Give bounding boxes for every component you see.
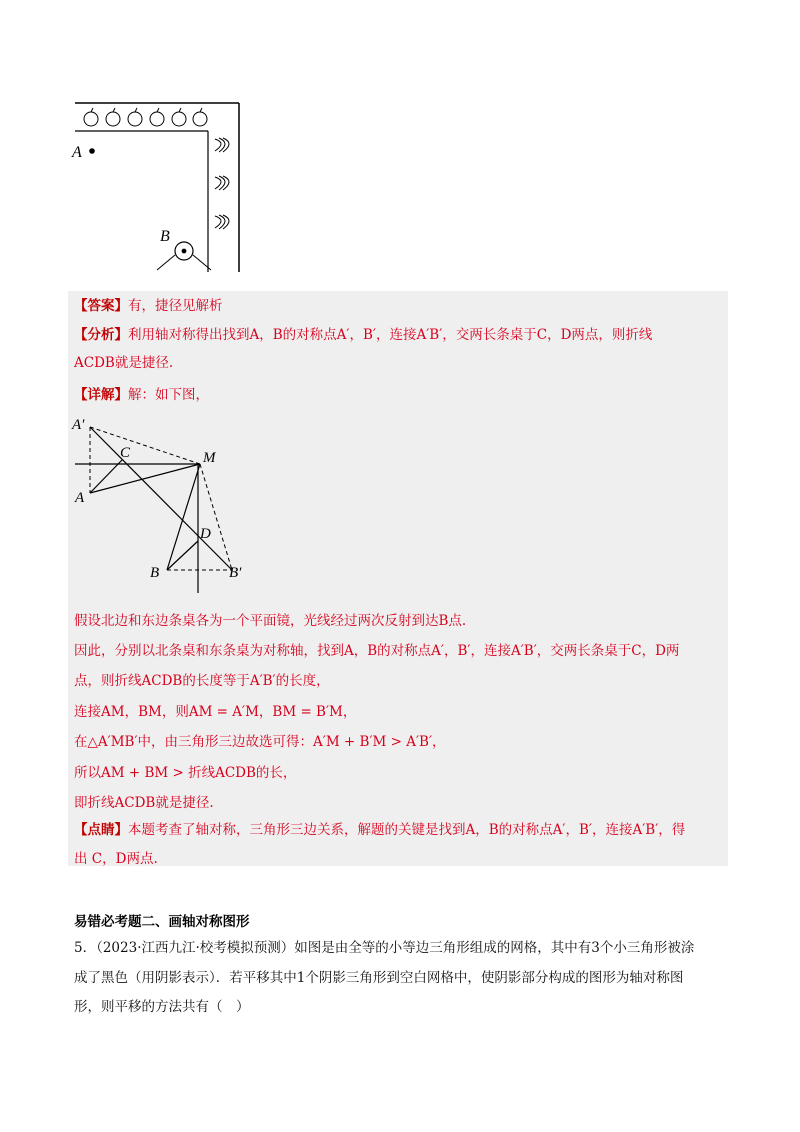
- banana-icon: [215, 138, 229, 229]
- label-a2: A: [75, 490, 85, 506]
- detail-para-1: 假设北边和东边条桌各为一个平面镜，光线经过两次反射到达B点.: [74, 613, 467, 629]
- question-line-1: 5．（2023·江西九江·校考模拟预测）如图是由全等的小等边三角形组成的网格，其中有3个小三角形被涂: [74, 940, 695, 956]
- label-b-prime: B′: [229, 565, 242, 581]
- detail-para-5: 在△A′MB′中，由三角形三边故选可得：A′M + B′M > A′B′，: [74, 734, 446, 750]
- label-b2: B: [150, 565, 160, 581]
- question-line-2: 成了黑色（用阴影表示）．若平移其中1个阴影三角形到空白网格中，使阴影部分构成的图形为轴对称图: [74, 970, 684, 986]
- detail-line: 【详解】解：如下图，: [74, 387, 209, 403]
- detail-para-4: 连接AM，BM，则AM = A′M，BM = B′M，: [74, 704, 357, 720]
- analysis-line-2: ACDB就是捷径.: [74, 355, 174, 371]
- label-d: D: [200, 526, 211, 542]
- label-a: A: [72, 144, 82, 161]
- label-c: C: [120, 445, 131, 461]
- label-a-prime: A′: [72, 417, 85, 433]
- analysis-line: 【分析】利用轴对称得出找到A，B的对称点A′，B′，连接A′B′，交两长条桌于C，D两点，则折线: [74, 327, 653, 343]
- comment-line: 【点睛】本题考查了轴对称，三角形三边关系，解题的关键是找到A，B的对称点A′，B′，连接A′B′，得: [74, 822, 686, 838]
- room-figure: [72, 100, 242, 275]
- detail-para-7: 即折线ACDB就是捷径.: [74, 795, 214, 811]
- detail-para-3: 点，则折线ACDB的长度等于A′B′的长度，: [74, 673, 330, 689]
- answer-line: 【答案】有，捷径见解析: [74, 298, 223, 314]
- question-line-3: 形，则平移的方法共有（ ）: [74, 999, 250, 1015]
- label-m: M: [203, 450, 216, 466]
- apple-icon: [84, 108, 207, 126]
- section-title: 易错必考题二、画轴对称图形: [74, 914, 250, 930]
- detail-para-2: 因此，分别以北条桌和东条桌为对称轴，找到A，B的对称点A′，B′，连接A′B′，交两长条桌于C，D两: [74, 643, 680, 659]
- label-b: B: [160, 228, 170, 245]
- detail-para-6: 所以AM + BM > 折线ACDB的长，: [74, 765, 297, 781]
- comment-line-2: 出 C，D两点.: [74, 851, 158, 867]
